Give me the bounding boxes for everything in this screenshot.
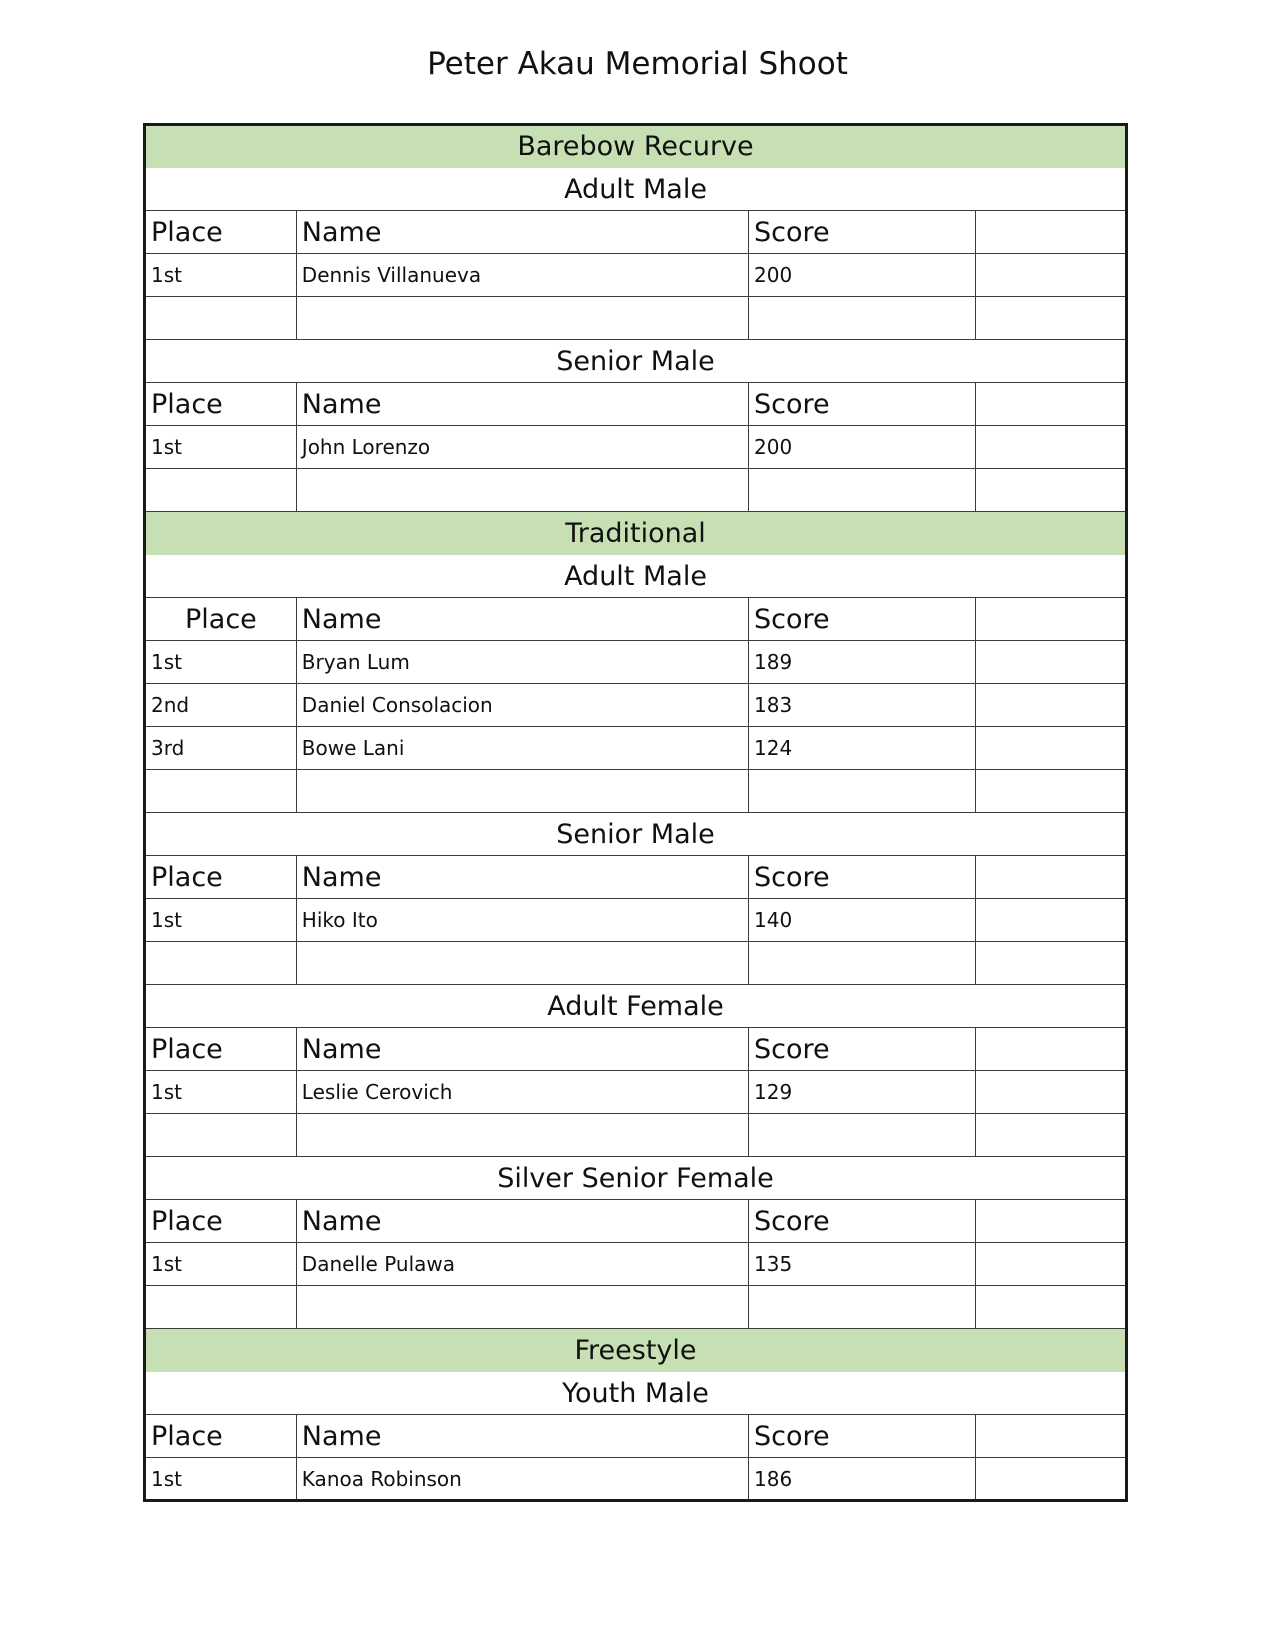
empty-cell (976, 1286, 1127, 1329)
empty-cell (749, 469, 976, 512)
empty-cell (976, 297, 1127, 340)
score-header: Score (749, 383, 976, 426)
name-header: Name (296, 1028, 748, 1071)
extra-cell (976, 1458, 1127, 1501)
empty-cell (749, 942, 976, 985)
blank-row (145, 942, 1127, 985)
score-header: Score (749, 598, 976, 641)
name-header: Name (296, 598, 748, 641)
place-cell: 1st (145, 899, 297, 942)
empty-cell (145, 942, 297, 985)
blank-row (145, 469, 1127, 512)
empty-cell (145, 1114, 297, 1157)
division-row (145, 1372, 1127, 1415)
empty-cell (145, 770, 297, 813)
empty-cell (749, 770, 976, 813)
place-cell: 1st (145, 426, 297, 469)
name-header: Name (296, 1200, 748, 1243)
score-header: Score (749, 1415, 976, 1458)
column-header-row (145, 598, 1127, 641)
empty-cell (976, 469, 1127, 512)
result-row (145, 899, 1127, 942)
name-cell: Danelle Pulawa (296, 1243, 748, 1286)
result-row (145, 426, 1127, 469)
category-title: Barebow Recurve (145, 125, 1127, 168)
category-title: Freestyle (145, 1329, 1127, 1372)
result-row (145, 1458, 1127, 1501)
empty-cell (145, 469, 297, 512)
division-title: Senior Male (145, 340, 1127, 383)
empty-cell (296, 297, 748, 340)
blank-row (145, 1286, 1127, 1329)
empty-cell (296, 770, 748, 813)
score-cell: 186 (749, 1458, 976, 1501)
extra-header (976, 383, 1127, 426)
score-cell: 200 (749, 254, 976, 297)
name-cell: Kanoa Robinson (296, 1458, 748, 1501)
category-row (145, 125, 1127, 168)
division-row (145, 1157, 1127, 1200)
extra-header (976, 1028, 1127, 1071)
column-header-row (145, 1200, 1127, 1243)
name-cell: John Lorenzo (296, 426, 748, 469)
column-header-row (145, 211, 1127, 254)
division-row (145, 813, 1127, 856)
division-row (145, 555, 1127, 598)
place-cell: 2nd (145, 684, 297, 727)
score-cell: 129 (749, 1071, 976, 1114)
name-cell: Bowe Lani (296, 727, 748, 770)
extra-cell (976, 426, 1127, 469)
division-title: Senior Male (145, 813, 1127, 856)
place-header: Place (145, 383, 297, 426)
extra-cell (976, 1071, 1127, 1114)
results-table (143, 123, 1128, 1502)
score-header: Score (749, 856, 976, 899)
place-header: Place (145, 856, 297, 899)
division-row (145, 985, 1127, 1028)
extra-cell (976, 899, 1127, 942)
empty-cell (749, 297, 976, 340)
division-row (145, 168, 1127, 211)
result-row (145, 1243, 1127, 1286)
empty-cell (976, 770, 1127, 813)
place-header: Place (145, 1415, 297, 1458)
score-header: Score (749, 1200, 976, 1243)
result-row (145, 1071, 1127, 1114)
name-cell: Leslie Cerovich (296, 1071, 748, 1114)
place-cell: 1st (145, 254, 297, 297)
extra-cell (976, 641, 1127, 684)
extra-header (976, 211, 1127, 254)
name-header: Name (296, 856, 748, 899)
place-cell: 3rd (145, 727, 297, 770)
place-cell: 1st (145, 1458, 297, 1501)
column-header-row (145, 856, 1127, 899)
empty-cell (145, 297, 297, 340)
extra-cell (976, 254, 1127, 297)
score-header: Score (749, 1028, 976, 1071)
score-cell: 183 (749, 684, 976, 727)
page-title: Peter Akau Memorial Shoot (427, 46, 848, 82)
division-row (145, 340, 1127, 383)
category-title: Traditional (145, 512, 1127, 555)
column-header-row (145, 1028, 1127, 1071)
division-title: Adult Male (145, 555, 1127, 598)
name-cell: Daniel Consolacion (296, 684, 748, 727)
blank-row (145, 297, 1127, 340)
result-row (145, 641, 1127, 684)
place-header: Place (145, 1200, 297, 1243)
place-header: Place (145, 598, 297, 641)
category-row (145, 1329, 1127, 1372)
extra-cell (976, 727, 1127, 770)
empty-cell (296, 1114, 748, 1157)
extra-header (976, 1415, 1127, 1458)
extra-header (976, 598, 1127, 641)
division-title: Adult Female (145, 985, 1127, 1028)
name-cell: Bryan Lum (296, 641, 748, 684)
column-header-row (145, 383, 1127, 426)
extra-cell (976, 1243, 1127, 1286)
result-row (145, 727, 1127, 770)
result-row (145, 684, 1127, 727)
extra-header (976, 856, 1127, 899)
empty-cell (749, 1286, 976, 1329)
place-cell: 1st (145, 641, 297, 684)
result-row (145, 254, 1127, 297)
blank-row (145, 1114, 1127, 1157)
name-cell: Dennis Villanueva (296, 254, 748, 297)
score-cell: 124 (749, 727, 976, 770)
place-header: Place (145, 211, 297, 254)
empty-cell (296, 1286, 748, 1329)
division-title: Silver Senior Female (145, 1157, 1127, 1200)
division-title: Youth Male (145, 1372, 1127, 1415)
name-header: Name (296, 383, 748, 426)
division-title: Adult Male (145, 168, 1127, 211)
empty-cell (145, 1286, 297, 1329)
name-cell: Hiko Ito (296, 899, 748, 942)
score-cell: 200 (749, 426, 976, 469)
extra-header (976, 1200, 1127, 1243)
score-cell: 135 (749, 1243, 976, 1286)
extra-cell (976, 684, 1127, 727)
empty-cell (296, 469, 748, 512)
name-header: Name (296, 1415, 748, 1458)
place-cell: 1st (145, 1071, 297, 1114)
column-header-row (145, 1415, 1127, 1458)
empty-cell (296, 942, 748, 985)
score-cell: 140 (749, 899, 976, 942)
category-row (145, 512, 1127, 555)
empty-cell (749, 1114, 976, 1157)
place-header: Place (145, 1028, 297, 1071)
score-header: Score (749, 211, 976, 254)
blank-row (145, 770, 1127, 813)
empty-cell (976, 1114, 1127, 1157)
empty-cell (976, 942, 1127, 985)
place-cell: 1st (145, 1243, 297, 1286)
score-cell: 189 (749, 641, 976, 684)
name-header: Name (296, 211, 748, 254)
